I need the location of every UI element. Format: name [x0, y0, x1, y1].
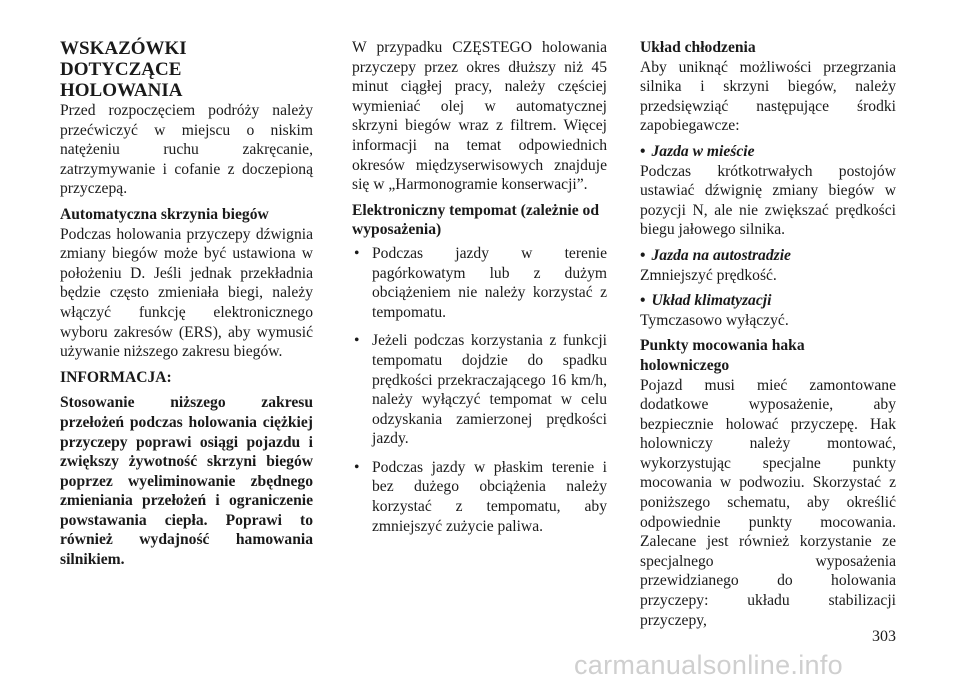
list-item-text: Podczas jazdy w płaskim terenie i bez dużego obciążenia należy korzystać z tempomatu, aby zmniejszyć zużycie paliwa. — [372, 458, 607, 535]
list-item — [352, 458, 607, 536]
item-ac-text: Tymczasowo wyłączyć. — [640, 311, 789, 329]
item-highway-label: • Jazda na autostradzie — [640, 246, 791, 264]
info-title: INFORMACJA: — [60, 368, 172, 386]
bullet-icon: • — [354, 332, 360, 350]
item-ac-label: • Układ klimatyzacji — [640, 292, 772, 310]
towing-service-paragraph: W przypadku CZĘSTEGO holowania przyczepy przez okres dłuższy niż 45 minut ciągłej pracy, należy częściej wymieniać olej w automatycznej skrzyni biegów wraz z filtrem. Więcej informacji na temat odpowiednich okresów międzyserwisowych znajduje się w „Harmonogramie konserwacji”. — [352, 39, 607, 194]
bullet-icon: • — [354, 458, 360, 476]
item-city-label: • Jazda w mieście — [640, 142, 755, 160]
auto-transmission-text: Podczas holowania przyczepy dźwignia zmiany biegów może być ustawiona w położeniu D. Jeśli jednak przekładnia będzie często zmieniała biegi, należy włączyć funkcję elektronicznego wyboru zakresów (ERS), aby wymusić używanie niższego zakresu biegów. — [60, 225, 313, 361]
auto-transmission-title: Automatyczna skrzynia biegów — [60, 205, 269, 223]
page-number: 303 — [872, 628, 896, 645]
cooling-text: Aby uniknąć możliwości przegrzania silnika i skrzyni biegów, należy przedsięwziąć następujące środki zapobiegawcze: — [640, 58, 896, 135]
list-item-text: Jeżeli podczas korzystania z funkcji tempomatu dojdzie do spadku prędkości przekraczającego 16 km/h, należy wyłączyć tempomat w celu odzyskania zamierzonej prędkości jazdy. — [372, 332, 607, 448]
bullet-icon: • — [640, 292, 646, 310]
list-item-text: Podczas jazdy w terenie pagórkowatym lub z dużym obciążeniem nie należy korzystać z tempomatu. — [372, 244, 607, 321]
section-heading — [60, 38, 313, 101]
hitch-title: Punkty mocowania haka holowniczego — [640, 337, 805, 374]
list-item — [352, 244, 607, 322]
intro-paragraph: Przed rozpoczęciem podróży należy przećwiczyć w miejscu o niskim natężeniu ruchu zakręcanie, zatrzymywanie i cofanie z doczepioną przyczepą. — [60, 102, 313, 198]
column-left — [60, 38, 313, 570]
item-highway-text: Zmniejszyć prędkość. — [640, 266, 777, 284]
bullet-icon: • — [640, 142, 646, 160]
cruise-control-title: Elektroniczny tempomat (zależnie od wyposażenia) — [352, 201, 600, 239]
bullet-icon: • — [640, 246, 646, 264]
column-middle — [352, 38, 607, 545]
heading-line-3: HOLOWANIA — [60, 80, 183, 101]
cruise-control-list — [352, 244, 607, 536]
item-city-text: Podczas krótkotrwałych postojów ustawiać dźwignię zmiany biegów w pozycji N, ale nie zwiększać prędkości biegu jałowego silnika. — [640, 162, 896, 239]
info-text: Stosowanie niższego zakresu przełożeń podczas holowania ciężkiej przyczepy poprawi osiągi pojazdu i zwiększy żywotność skrzyni biegów poprzez wyeliminowanie zbędnego zmieniania przełożeń i ograniczenie powstawania ciepła. Poprawi to również wydajność hamowania silnikiem. — [60, 394, 313, 569]
list-item — [352, 331, 607, 449]
heading-line-2: DOTYCZĄCE — [60, 59, 182, 80]
heading-line-1: WSKAZÓWKI — [60, 38, 187, 59]
hitch-text: Pojazd musi mieć zamontowane dodatkowe wyposażenie, aby bezpiecznie holować przyczepę. Hak holowniczy należy montować, wykorzystując specjalne punkty mocowania w podwoziu. Skorzystać z poniższego schematu, aby określić odpowiednie punkty mocowania. Zalecane jest również korzystanie ze specjalnego wyposażenia przewidzianego do holowania przyczepy: układu stabilizacji przyczepy, — [640, 376, 896, 629]
watermark: carmanualsonline.info — [574, 650, 843, 680]
bullet-icon: • — [354, 244, 360, 262]
cooling-title: Układ chłodzenia — [640, 39, 756, 56]
column-right — [640, 38, 896, 630]
